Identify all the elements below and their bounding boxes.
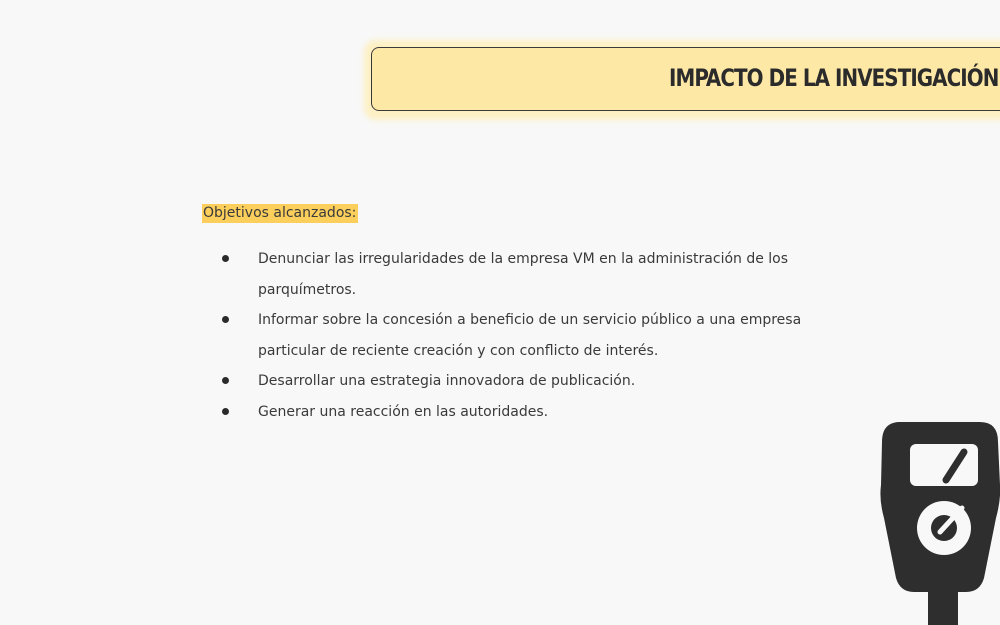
list-item <box>218 244 818 305</box>
bullet-icon <box>222 316 229 323</box>
list-item <box>218 305 818 366</box>
parking-meter-icon <box>880 420 1000 625</box>
section-label-highlighted: Objetivos alcanzados: <box>203 205 357 221</box>
list-item <box>218 397 818 428</box>
list-item-text: Generar una reacción en las autoridades. <box>258 403 549 420</box>
bullet-icon <box>222 408 229 415</box>
objectives-list <box>218 244 818 427</box>
slide-title: IMPACTO DE LA INVESTIGACIÓN <box>669 64 999 92</box>
list-item-text: Desarrollar una estrategia innovadora de publicación. <box>258 373 636 389</box>
list-item-text: Denunciar las irregularidades de la empresa VM en la administración de los parquímetros. <box>258 251 789 298</box>
bullet-icon <box>222 255 229 262</box>
bullet-icon <box>222 377 229 384</box>
list-item-text: Informar sobre la concesión a beneficio de un servicio público a una empresa particular de reciente creación y con conflicto de interés. <box>258 312 802 359</box>
list-item <box>218 366 818 397</box>
